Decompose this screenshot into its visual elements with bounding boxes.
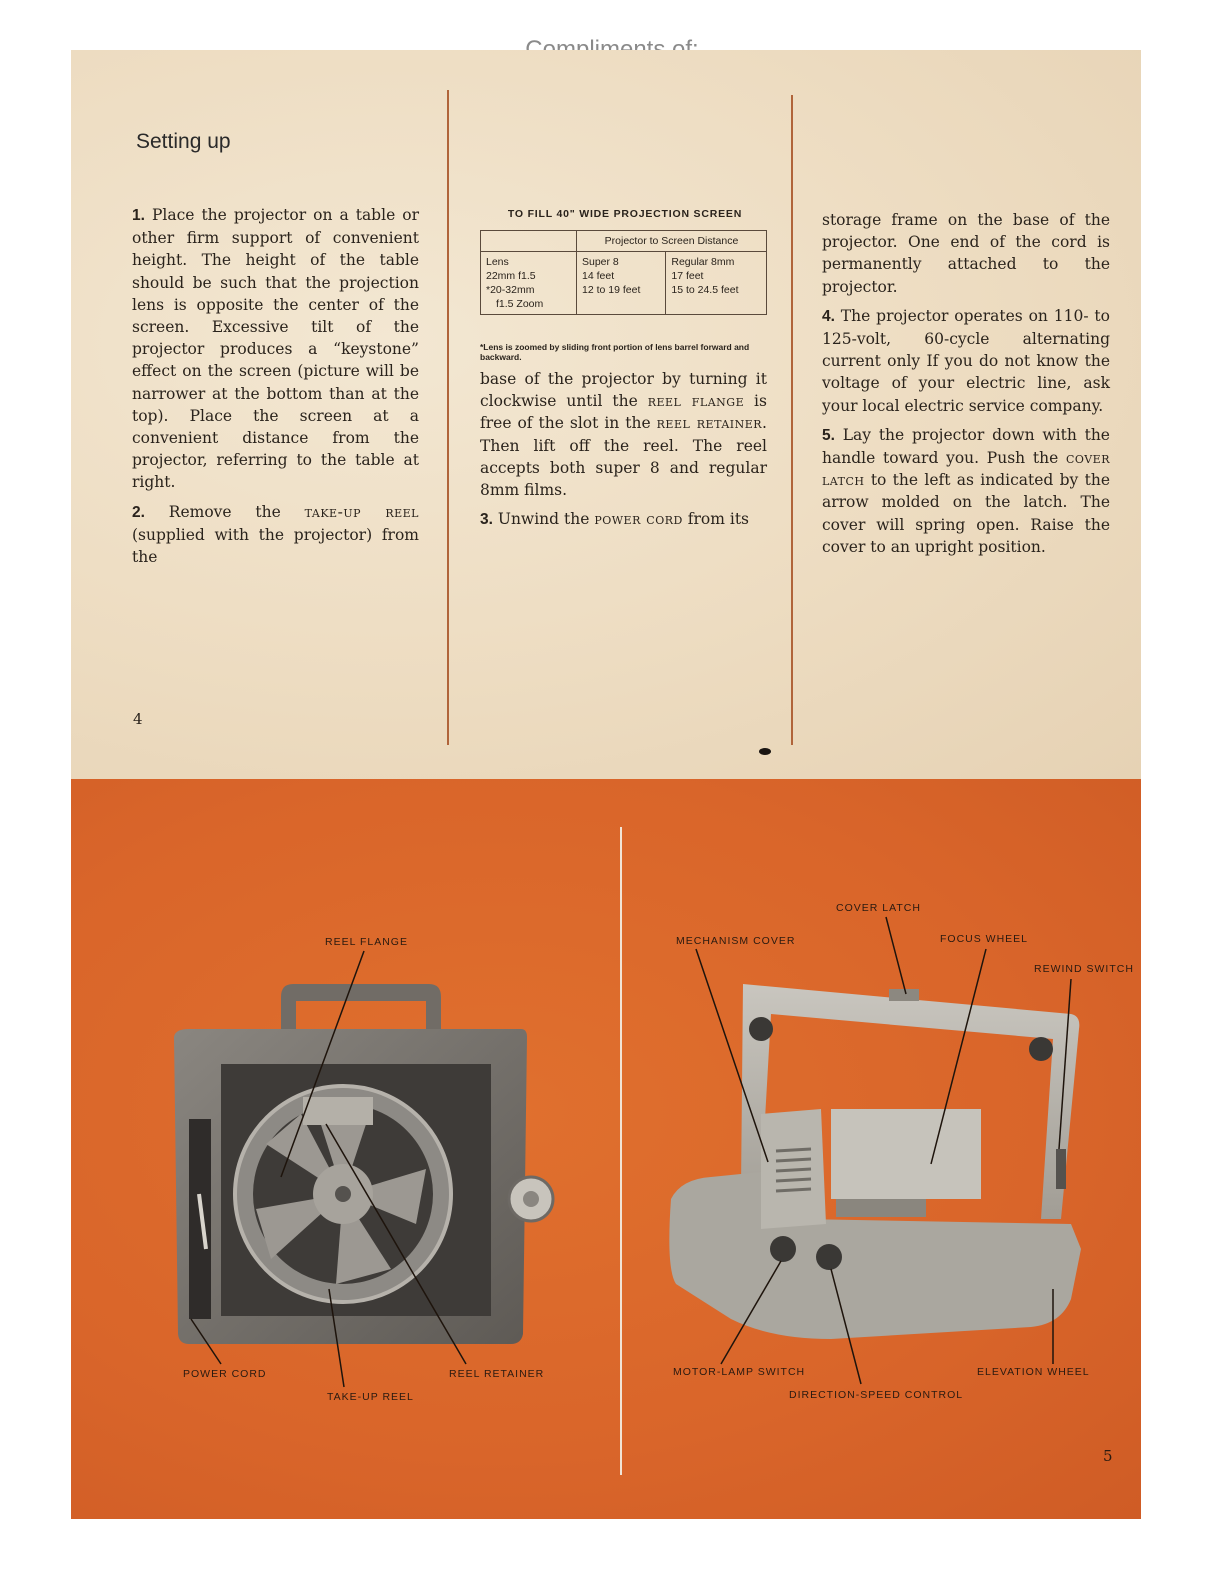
term-take-up-reel: take-up reel: [304, 502, 419, 521]
step-3-text-b: from its: [687, 510, 750, 529]
step-2-continued: [480, 368, 767, 501]
spindle-left: [749, 1017, 773, 1041]
step-2-text-b: (supplied with the projector) from the: [132, 525, 419, 567]
table-corner: [481, 231, 577, 252]
label-elevation-wheel: ELEVATION WHEEL: [977, 1366, 1090, 1378]
step-4: [822, 305, 1110, 417]
row-1-lens: 22mm f1.5: [486, 270, 536, 282]
step-3-continued: storage frame on the base of the projector. One end of the cord is permanently attached to the projector.: [822, 211, 1110, 296]
regular-column: [666, 252, 767, 315]
cord-storage-slot: [189, 1119, 211, 1319]
step-5-text-b: to the left as indicated by the arrow molded on the latch. The cover will spring open. Raise the cover to an upright position.: [822, 471, 1110, 556]
row-1-regular: 17 feet: [671, 270, 704, 282]
col-lens: Lens: [486, 256, 509, 268]
nameplate: [836, 1199, 926, 1217]
lamp-housing: [831, 1109, 981, 1199]
step-5: [822, 424, 1110, 558]
lens-column: [481, 252, 577, 315]
label-take-up-reel: TAKE-UP REEL: [327, 1391, 414, 1403]
cont-text-c: . Then lift off the reel. The reel accepts both super 8 and regular 8mm films.: [480, 414, 767, 500]
page-number-5: 5: [1103, 1447, 1113, 1465]
step-1: [132, 204, 419, 494]
step-2: [132, 501, 419, 569]
cont-text-a: base of the projector by turning it clockwise until the: [480, 370, 767, 411]
step-1-text: Place the projector on a table or other firm support of convenient height. The height of the table should be such that the projection lens is opposite the center of the screen. Excessive tilt of the projector produces a “keystone” effect on the screen (picture will be narrower at the bottom than at the top). Place the screen at a convenient distance from the projector, referring to the table at right.: [132, 206, 419, 492]
super8-column: [577, 252, 666, 315]
label-mechanism-cover: MECHANISM COVER: [676, 935, 796, 947]
step-2-text-a: Remove the: [168, 502, 281, 521]
term-reel-retainer: reel retainer: [656, 414, 763, 433]
carry-handle: [281, 984, 441, 1034]
label-power-cord: POWER CORD: [183, 1368, 267, 1380]
label-rewind-switch: REWIND SWITCH: [1034, 963, 1134, 975]
left-column: [132, 204, 419, 575]
rewind-switch-graphic: [1056, 1149, 1066, 1189]
bullet-mark: [759, 748, 771, 755]
label-focus-wheel: FOCUS WHEEL: [940, 933, 1029, 945]
step-3: [480, 508, 767, 531]
right-column: [822, 209, 1110, 565]
reel-retainer-knob-center: [523, 1191, 539, 1207]
step-5-text-a: Lay the projector down with the handle toward you. Push the: [822, 425, 1110, 468]
projector-open-view: [669, 984, 1081, 1339]
table-footnote: *Lens is zoomed by sliding front portion of lens barrel forward and backward.: [480, 342, 750, 362]
projector-illustrations: [71, 779, 1141, 1519]
row-2-lens: *20-32mm: [486, 284, 535, 296]
step-3-text-a: Unwind the: [497, 510, 590, 529]
row-2-lens-sub: f1.5 Zoom: [496, 298, 544, 310]
direction-speed-knob: [816, 1244, 842, 1270]
motor-lamp-knob: [770, 1236, 796, 1262]
row-1-super8: 14 feet: [582, 270, 615, 282]
row-2-super8: 12 to 19 feet: [582, 284, 641, 296]
page-5-photos: [71, 779, 1141, 1519]
reel-center: [335, 1186, 351, 1202]
step-4-text: The projector operates on 110- to 125-volt, 60-cycle alternating current only If you do not know the voltage of your electric line, ask your local electric service company.: [822, 306, 1110, 415]
label-direction-speed-control: DIRECTION-SPEED CONTROL: [789, 1389, 964, 1401]
distance-table: [480, 230, 767, 315]
column-rule-right: [791, 95, 793, 745]
page-number-4: 4: [133, 710, 143, 728]
column-rule-left: [447, 90, 449, 745]
col-regular: Regular 8mm: [671, 256, 735, 268]
cont-text-b: is free of the slot in the: [480, 392, 767, 433]
label-motor-lamp-switch: MOTOR-LAMP SWITCH: [673, 1366, 806, 1378]
table-header: Projector to Screen Distance: [577, 231, 767, 252]
spindle-right: [1029, 1037, 1053, 1061]
term-reel-flange: reel flange: [647, 392, 745, 411]
label-reel-flange: REEL FLANGE: [325, 936, 408, 948]
step-2-number: 2.: [132, 503, 145, 521]
row-2-regular: 15 to 24.5 feet: [671, 284, 739, 296]
step-1-number: 1.: [132, 207, 145, 224]
table-title: TO FILL 40" WIDE PROJECTION SCREEN: [507, 208, 743, 220]
term-cover-latch: cover latch: [822, 449, 1110, 490]
page-4: [71, 50, 1141, 780]
step-5-number: 5.: [822, 426, 835, 444]
middle-column: [480, 368, 767, 538]
step-3-number: 3.: [480, 511, 493, 529]
step-4-number: 4.: [822, 307, 835, 325]
page-title: Setting up: [136, 130, 231, 153]
col-super8: Super 8: [582, 256, 619, 268]
label-reel-retainer: REEL RETAINER: [449, 1368, 545, 1380]
reel-label: [303, 1097, 373, 1125]
projector-top-view: [174, 984, 553, 1344]
label-cover-latch: COVER LATCH: [836, 902, 921, 914]
term-power-cord: power cord: [594, 510, 683, 529]
cover-latch-graphic: [889, 989, 919, 1001]
